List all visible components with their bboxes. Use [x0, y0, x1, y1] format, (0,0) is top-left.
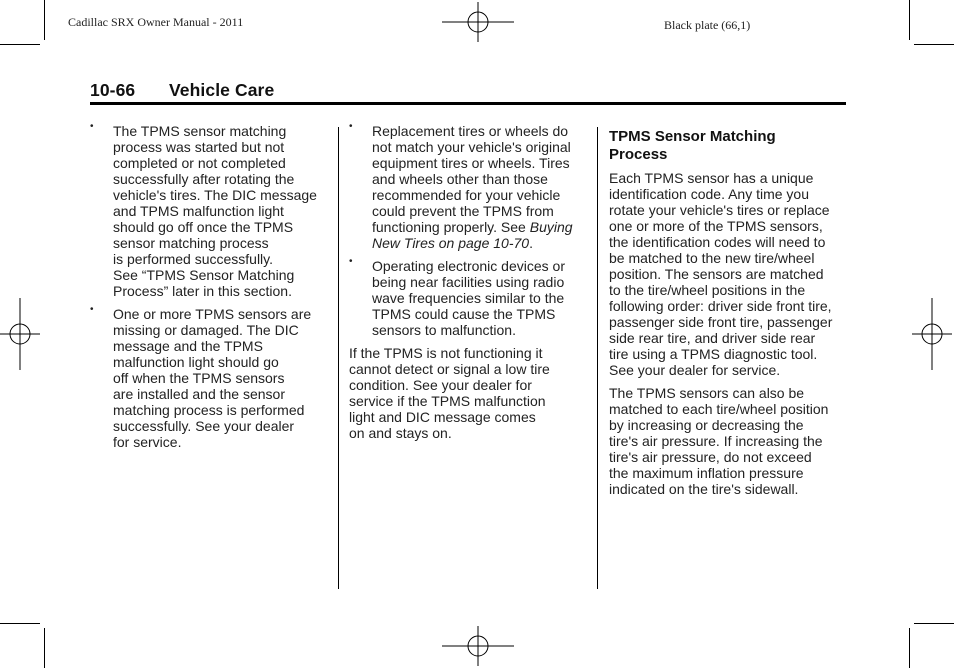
registration-mark-icon: [442, 626, 514, 666]
text-line: See your dealer for service.: [609, 362, 781, 378]
text-line: off when the TPMS sensors: [113, 370, 285, 386]
bullet-dot: •: [349, 256, 353, 267]
crop-mark: [0, 623, 40, 624]
text-line: side rear tire, and driver side rear: [609, 330, 816, 346]
text-line: missing or damaged. The DIC: [113, 322, 299, 338]
header-rule: [90, 102, 846, 105]
text-line: passenger side front tire, passenger: [609, 314, 833, 330]
text-line: message and the TPMS: [113, 338, 263, 354]
paragraph: [609, 170, 849, 378]
text-line: process was started but not: [113, 139, 285, 155]
section-title: Vehicle Care: [169, 80, 275, 100]
bullet-dot: •: [90, 121, 94, 132]
text-line: the maximum inflation pressure: [609, 465, 804, 481]
crop-mark: [909, 628, 910, 668]
text-line: See “TPMS Sensor Matching: [113, 267, 295, 283]
crop-mark: [0, 44, 40, 45]
text-line: successfully. See your dealer: [113, 418, 295, 434]
text-line: the identification codes will need to: [609, 234, 826, 250]
text-run: .: [529, 235, 533, 251]
paragraph: [609, 385, 849, 497]
text-line: one or more of the TPMS sensors,: [609, 218, 823, 234]
text-line: completed or not completed: [113, 155, 286, 171]
text-line: indicated on the tire's sidewall.: [609, 481, 799, 497]
cross-reference-link[interactable]: Buying: [529, 219, 573, 235]
cross-reference-link[interactable]: New Tires on page 10-70: [372, 235, 530, 251]
text-line: on and stays on.: [349, 425, 452, 441]
text-line: malfunction light should go: [113, 354, 279, 370]
text-line: vehicle's tires. The DIC message: [113, 187, 317, 203]
text-line: cannot detect or signal a low tire: [349, 361, 550, 377]
column-2: [349, 123, 589, 448]
text-line: following order: driver side front tire,: [609, 298, 832, 314]
text-line: The TPMS sensor matching: [113, 123, 287, 139]
crop-mark: [44, 628, 45, 668]
text-line: sensors to malfunction.: [372, 322, 516, 338]
crop-mark: [914, 623, 954, 624]
crop-mark: [914, 44, 954, 45]
text-line: matched to each tire/wheel position: [609, 401, 829, 417]
text-line: to the tire/wheel positions in the: [609, 282, 806, 298]
column-3: [609, 123, 849, 504]
text-line: being near facilities using radio: [372, 274, 565, 290]
text-line: The TPMS sensors can also be: [609, 385, 805, 401]
text-line: and wheels other than those: [372, 171, 548, 187]
text-line: matching process is performed: [113, 402, 305, 418]
text-line: position. The sensors are matched: [609, 266, 824, 282]
crop-mark: [909, 0, 910, 40]
text-line: Each TPMS sensor has a unique: [609, 170, 814, 186]
text-line: be matched to the new tire/wheel: [609, 250, 815, 266]
registration-mark-icon: [912, 298, 952, 370]
text-line: Process” later in this section.: [113, 283, 292, 299]
text-line: One or more TPMS sensors are: [113, 306, 312, 322]
text-line: sensor matching process: [113, 235, 269, 251]
text-line: [372, 235, 589, 251]
text-run: functioning properly. See: [372, 219, 526, 235]
running-header: [90, 80, 845, 101]
text-line: condition. See your dealer for: [349, 377, 532, 393]
bullet-dot: •: [349, 121, 353, 132]
crop-mark: [44, 0, 45, 40]
registration-mark-icon: [0, 298, 40, 370]
subheading-line: TPMS Sensor Matching: [609, 128, 776, 145]
text-line: TPMS could cause the TPMS: [372, 306, 556, 322]
text-line: not match your vehicle's original: [372, 139, 571, 155]
slug-right: Black plate (66,1): [664, 18, 751, 32]
text-line: successfully after rotating the: [113, 171, 295, 187]
text-line: Operating electronic devices or: [372, 258, 565, 274]
bullet-dot: •: [90, 304, 94, 315]
column-divider: [597, 127, 598, 589]
bullet-item: [90, 306, 330, 450]
subheading: [609, 128, 849, 164]
text-line: should go off once the TPMS: [113, 219, 294, 235]
text-line: If the TPMS is not functioning it: [349, 345, 543, 361]
bullet-item: [349, 258, 589, 338]
text-line: tire's air pressure. If increasing the: [609, 433, 823, 449]
text-line: wave frequencies similar to the: [372, 290, 565, 306]
text-line: tire's air pressure, do not exceed: [609, 449, 812, 465]
text-line: tire using a TPMS diagnostic tool.: [609, 346, 818, 362]
text-line: and TPMS malfunction light: [113, 203, 284, 219]
text-line: service if the TPMS malfunction: [349, 393, 546, 409]
subheading-line: Process: [609, 146, 668, 163]
text-line: rotate your vehicle's tires or replace: [609, 202, 830, 218]
text-line: recommended for your vehicle: [372, 187, 561, 203]
text-line: identification code. Any time you: [609, 186, 810, 202]
text-line: for service.: [113, 434, 182, 450]
text-line: light and DIC message comes: [349, 409, 536, 425]
column-divider: [338, 127, 339, 589]
registration-mark-icon: [442, 2, 514, 42]
page-number: 10-66: [90, 80, 136, 100]
slug-left: Cadillac SRX Owner Manual - 2011: [68, 15, 244, 29]
text-line: could prevent the TPMS from: [372, 203, 554, 219]
paragraph: [349, 345, 589, 441]
text-line: equipment tires or wheels. Tires: [372, 155, 570, 171]
text-line: Replacement tires or wheels do: [372, 123, 569, 139]
text-line: is performed successfully.: [113, 251, 274, 267]
bullet-item: [349, 123, 589, 251]
text-line: [372, 219, 589, 235]
text-line: are installed and the sensor: [113, 386, 285, 402]
text-line: by increasing or decreasing the: [609, 417, 804, 433]
bullet-item: [90, 123, 330, 299]
column-1: [90, 123, 330, 457]
